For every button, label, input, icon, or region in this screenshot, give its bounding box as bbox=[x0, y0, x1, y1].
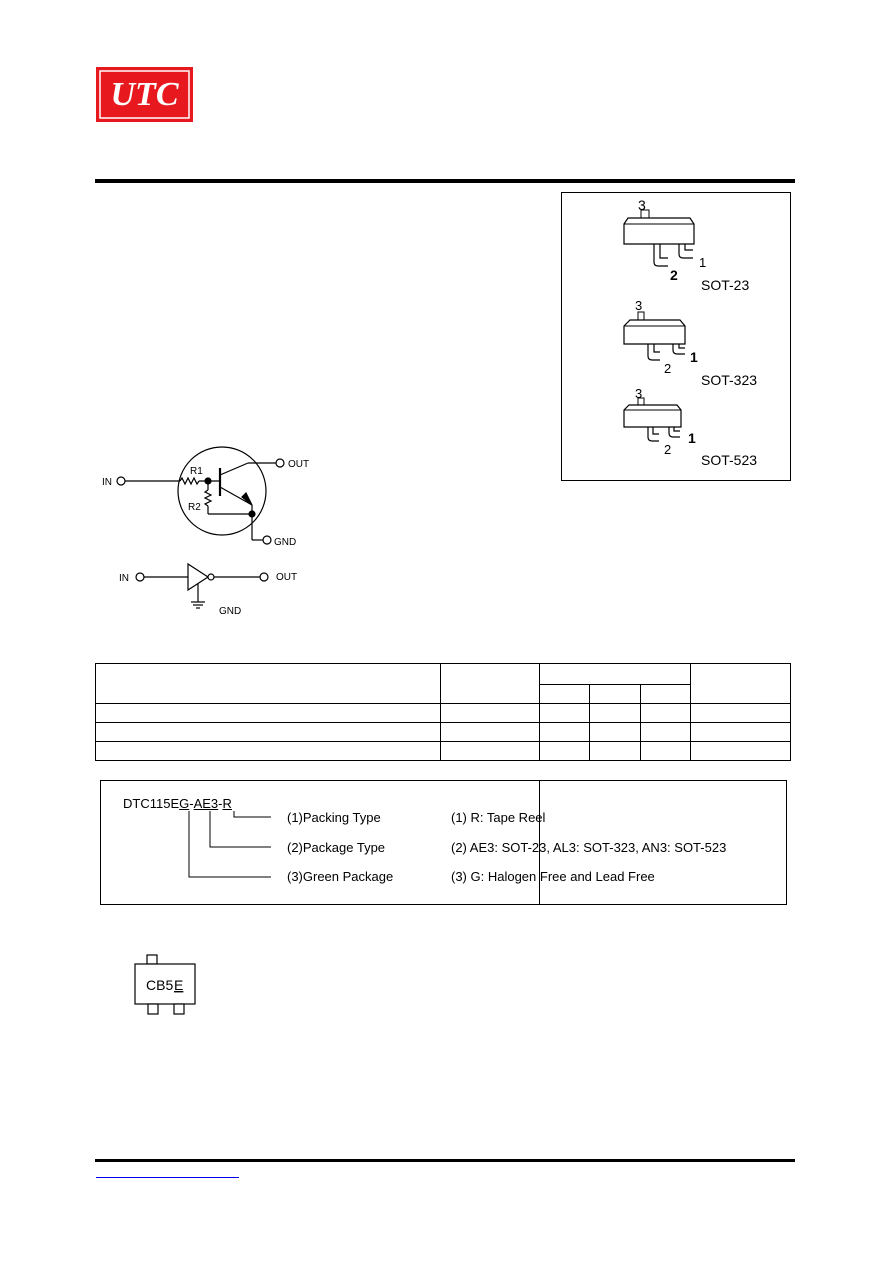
label-package-type: (2)Package Type bbox=[287, 840, 386, 855]
part-prefix: DTC115E bbox=[123, 796, 180, 811]
marking-code: CB5 bbox=[146, 977, 174, 993]
table-header-cell bbox=[540, 664, 691, 685]
label-green-package: (3)Green Package bbox=[287, 869, 394, 884]
circuit-in-label: IN bbox=[102, 477, 112, 488]
table-header-cell bbox=[691, 664, 791, 704]
circuit-r2-label: R2 bbox=[188, 502, 201, 513]
part-packing-code: R bbox=[222, 796, 232, 811]
footer-rule bbox=[95, 1159, 795, 1162]
sot323-label: SOT-323 bbox=[701, 372, 758, 388]
table-row bbox=[96, 742, 791, 761]
table-header-cell bbox=[441, 664, 540, 704]
inverter-out-label: OUT bbox=[276, 572, 298, 583]
marking-suffix: E bbox=[174, 977, 184, 993]
label-packing-type: (1)Packing Type bbox=[287, 810, 381, 825]
sot523-pin3: 3 bbox=[635, 386, 643, 401]
sot523-label: SOT-523 bbox=[701, 452, 758, 468]
part-dash: - bbox=[189, 796, 194, 811]
note-packing: (1) R: Tape Reel bbox=[451, 810, 546, 825]
inverter-in-label: IN bbox=[119, 573, 129, 584]
sot323-pin2: 2 bbox=[664, 361, 672, 376]
table-subheader-cell bbox=[641, 685, 691, 704]
note-green: (3) G: Halogen Free and Lead Free bbox=[451, 869, 655, 884]
inverter-symbol bbox=[136, 564, 268, 608]
part-dash: - bbox=[218, 796, 223, 811]
sot23-pin2: 2 bbox=[670, 267, 678, 283]
ordering-box bbox=[100, 780, 787, 905]
logo-text: UTC bbox=[110, 76, 179, 113]
table-row bbox=[96, 723, 791, 742]
sot523-pin2: 2 bbox=[664, 442, 672, 457]
circuit-gnd-label: GND bbox=[274, 537, 297, 548]
circuit-r1-label: R1 bbox=[190, 466, 203, 477]
sot23-label: SOT-23 bbox=[701, 277, 750, 293]
part-package-code: AE3 bbox=[193, 796, 219, 811]
inverter-gnd-label: GND bbox=[219, 606, 242, 617]
equivalent-circuit bbox=[117, 447, 284, 544]
table-row bbox=[96, 704, 791, 723]
circuit-out-label: OUT bbox=[288, 459, 310, 470]
part-green-code: G bbox=[179, 796, 190, 811]
sot323-pin1: 1 bbox=[690, 349, 698, 365]
note-package: (2) AE3: SOT-23, AL3: SOT-323, AN3: SOT-523 bbox=[451, 840, 727, 855]
sot523-pin1: 1 bbox=[688, 430, 696, 446]
footer-link[interactable] bbox=[96, 1163, 239, 1178]
sot23-pin3: 3 bbox=[638, 197, 646, 213]
sot323-pin3: 3 bbox=[635, 298, 643, 313]
table-subheader-cell bbox=[590, 685, 641, 704]
sot323-package-drawing bbox=[624, 312, 685, 360]
sot23-package-drawing bbox=[624, 210, 694, 266]
sot523-package-drawing bbox=[624, 398, 681, 441]
table-header-cell bbox=[96, 664, 441, 704]
table-subheader-cell bbox=[540, 685, 590, 704]
sot23-pin1: 1 bbox=[699, 255, 707, 270]
spec-table bbox=[95, 663, 791, 761]
